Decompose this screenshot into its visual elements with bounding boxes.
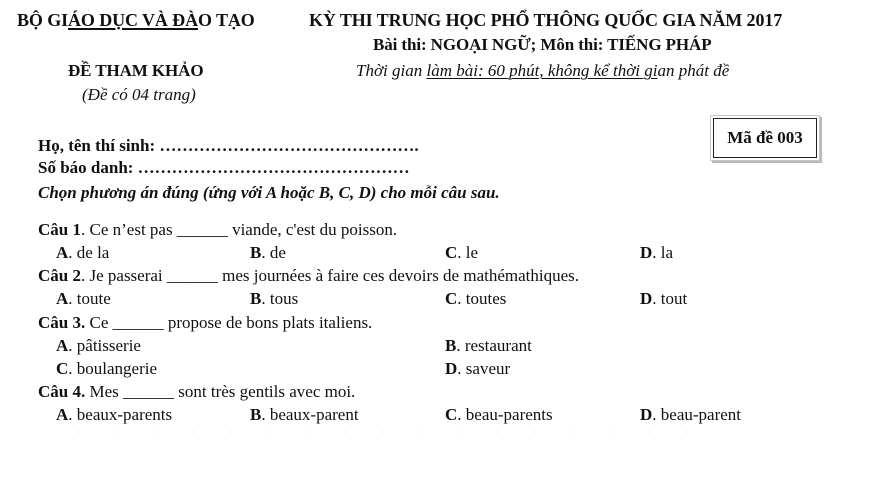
option-3a bbox=[56, 336, 141, 356]
question-text: Ce n’est pas ______ viande, c'est du poisson. bbox=[85, 220, 398, 239]
option-letter: C bbox=[445, 405, 458, 424]
question-2 bbox=[38, 266, 579, 286]
option-letter: D bbox=[445, 359, 458, 378]
question-sep: . bbox=[80, 220, 86, 239]
option-1d bbox=[640, 243, 673, 263]
cut-off-text-remnant bbox=[60, 430, 700, 434]
option-text: . beau-parent bbox=[652, 405, 742, 424]
option-text: . toutes bbox=[457, 289, 507, 308]
question-text: Mes ______ sont très gentils avec moi. bbox=[85, 382, 356, 401]
option-text: . toute bbox=[68, 289, 111, 308]
page-count: (Đề có 04 trang) bbox=[82, 85, 196, 104]
time-note-part: an phát đề bbox=[657, 61, 730, 80]
option-letter: D bbox=[640, 289, 653, 308]
option-3b bbox=[445, 336, 532, 356]
time-note-underlined: làm bài: 60 phút, không kể thời gi bbox=[426, 61, 658, 80]
option-3c bbox=[56, 359, 157, 379]
option-text: . restaurant bbox=[456, 336, 532, 355]
option-2c bbox=[445, 289, 506, 309]
option-letter: B bbox=[250, 289, 262, 308]
option-letter: B bbox=[250, 243, 262, 262]
candidate-name-field: Họ, tên thí sinh: ………………………………………. bbox=[38, 136, 419, 155]
exam-code: Mã đề 003 bbox=[727, 128, 803, 147]
question-label: Câu 2 bbox=[38, 266, 81, 285]
option-text: . tous bbox=[261, 289, 299, 308]
option-letter: C bbox=[445, 289, 458, 308]
question-sep: . bbox=[80, 266, 86, 285]
time-note-part: Thời gian bbox=[356, 61, 427, 80]
ministry-name bbox=[17, 10, 255, 31]
option-1b bbox=[250, 243, 286, 263]
exam-code-box bbox=[713, 118, 817, 158]
doc-type: ĐỀ THAM KHẢO bbox=[68, 61, 204, 80]
option-text: . tout bbox=[652, 289, 688, 308]
question-text: Je passerai ______ mes journées à faire ces devoirs de mathémathiques. bbox=[85, 266, 580, 285]
option-letter: B bbox=[445, 336, 457, 355]
time-note bbox=[356, 61, 729, 81]
option-text: . beau-parents bbox=[457, 405, 553, 424]
option-letter: A bbox=[56, 336, 69, 355]
option-letter: C bbox=[56, 359, 69, 378]
option-text: . le bbox=[457, 243, 479, 262]
option-2d bbox=[640, 289, 687, 309]
ministry-name-part: O TẠO bbox=[197, 10, 255, 30]
option-letter: C bbox=[445, 243, 458, 262]
option-letter: D bbox=[640, 405, 653, 424]
question-label: Câu 4. bbox=[38, 382, 86, 401]
option-text: . beaux-parent bbox=[261, 405, 359, 424]
question-label: Câu 3. bbox=[38, 313, 86, 332]
option-letter: B bbox=[250, 405, 262, 424]
question-3 bbox=[38, 313, 372, 333]
option-text: . de bbox=[261, 243, 286, 262]
option-4c bbox=[445, 405, 553, 425]
subject-line: Bài thi: NGOẠI NGỮ; Môn thi: TIẾNG PHÁP bbox=[373, 35, 712, 54]
option-1c bbox=[445, 243, 478, 263]
option-4b bbox=[250, 405, 359, 425]
option-3d bbox=[445, 359, 510, 379]
ministry-name-part: BỘ GI bbox=[17, 10, 69, 30]
option-4a bbox=[56, 405, 172, 425]
option-text: . saveur bbox=[457, 359, 511, 378]
candidate-id-field: Số báo danh: ………………………………………… bbox=[38, 158, 410, 177]
option-text: . la bbox=[652, 243, 674, 262]
option-text: . beaux-parents bbox=[68, 405, 173, 424]
exam-title: KỲ THI TRUNG HỌC PHỔ THÔNG QUỐC GIA NĂM 2017 bbox=[309, 10, 783, 30]
question-4 bbox=[38, 382, 355, 402]
option-letter: D bbox=[640, 243, 653, 262]
option-1a bbox=[56, 243, 109, 263]
option-text: . de la bbox=[68, 243, 110, 262]
option-4d bbox=[640, 405, 741, 425]
instruction: Chọn phương án đúng (ứng với A hoặc B, C, D) cho mỗi câu sau. bbox=[38, 183, 500, 202]
question-text: Ce ______ propose de bons plats italiens. bbox=[85, 313, 373, 332]
option-text: . boulangerie bbox=[68, 359, 158, 378]
ministry-name-underlined: ÁO DỤC VÀ ĐÀ bbox=[68, 10, 198, 30]
option-letter: A bbox=[56, 243, 69, 262]
option-2b bbox=[250, 289, 298, 309]
question-label: Câu 1 bbox=[38, 220, 81, 239]
question-1 bbox=[38, 220, 397, 240]
option-letter: A bbox=[56, 289, 69, 308]
option-letter: A bbox=[56, 405, 69, 424]
option-2a bbox=[56, 289, 111, 309]
option-text: . pâtisserie bbox=[68, 336, 141, 355]
